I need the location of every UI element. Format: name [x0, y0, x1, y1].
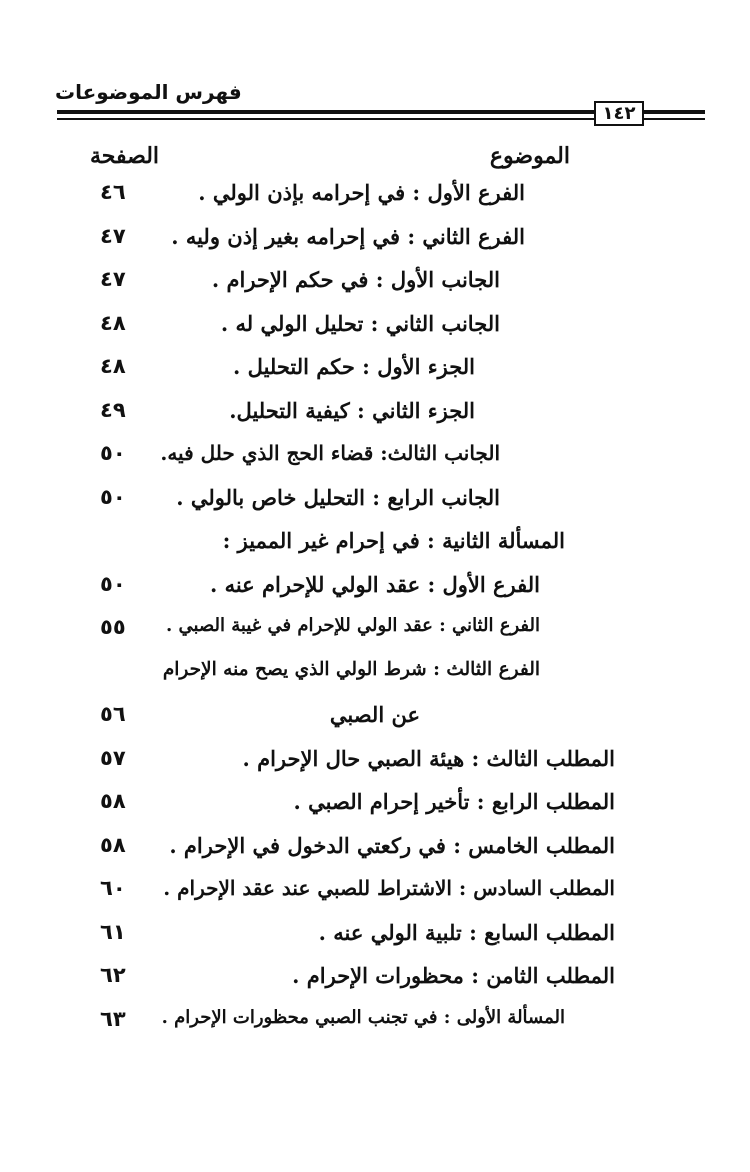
toc-row — [0, 263, 750, 307]
toc-topic: الفرع الثاني : في إحرامه بغير إذن وليه . — [171, 223, 525, 249]
toc-topic: المسألة الأولى : في تجنب الصبي محظورات الإحرام . — [161, 1006, 565, 1028]
toc-topic: المطلب الثالث : هيئة الصبي حال الإحرام . — [242, 745, 615, 771]
toc-row — [0, 959, 750, 1003]
toc-topic: الجانب الأول : في حكم الإحرام . — [211, 267, 500, 292]
toc-row — [0, 394, 750, 438]
toc-page: ٥٨ — [100, 832, 126, 857]
toc-topic: الفرع الثاني : عقد الولي للإحرام في غيبة الصبي . — [165, 615, 540, 636]
toc-row — [0, 437, 750, 481]
toc-topic: المطلب الرابع : تأخير إحرام الصبي . — [293, 789, 615, 814]
toc-row — [0, 611, 750, 655]
column-heading-topic: الموضوع — [489, 143, 570, 169]
toc-row — [0, 568, 750, 612]
running-title: فهرس الموضوعات — [55, 80, 242, 104]
toc-topic: الجانب الرابع : التحليل خاص بالولي . — [176, 484, 500, 510]
toc-page: ٤٩ — [100, 397, 126, 422]
toc-page: ٤٦ — [100, 180, 126, 204]
toc-topic: الجزء الثاني : كيفية التحليل. — [229, 397, 475, 423]
toc-topic: الفرع الثالث : شرط الولي الذي يصح منه الإحرام — [162, 658, 540, 680]
page-number: ١٤٢ — [602, 103, 636, 124]
toc-row — [0, 1003, 750, 1047]
toc-page: ٥٨ — [100, 789, 126, 813]
toc-topic: المسألة الثانية : في إحرام غير المميز : — [222, 528, 565, 553]
toc-page: ٦٠ — [100, 876, 126, 900]
toc-list — [0, 176, 750, 1046]
page-number-box — [594, 101, 644, 126]
toc-row — [0, 176, 750, 220]
toc-topic: المطلب السادس : الاشتراط للصبي عند عقد الإحرام . — [163, 876, 615, 900]
toc-page: ٥٠ — [100, 571, 126, 596]
toc-row — [0, 698, 750, 742]
toc-row — [0, 350, 750, 394]
toc-page: ٦٣ — [100, 1006, 126, 1031]
toc-row — [0, 742, 750, 786]
toc-topic: الجزء الأول : حكم التحليل . — [233, 354, 475, 379]
toc-topic: عن الصبي — [329, 702, 420, 727]
toc-topic: المطلب الثامن : محظورات الإحرام . — [292, 963, 615, 988]
toc-topic: المطلب الخامس : في ركعتي الدخول في الإحرام . — [169, 832, 615, 858]
toc-page: ٥٠ — [100, 484, 126, 509]
toc-row — [0, 829, 750, 873]
toc-topic: المطلب السابع : تلبية الولي عنه . — [318, 919, 615, 945]
toc-row — [0, 481, 750, 525]
toc-row — [0, 220, 750, 264]
toc-topic: الفرع الأول : عقد الولي للإحرام عنه . — [209, 571, 540, 597]
toc-row — [0, 524, 750, 568]
toc-page: ٦١ — [100, 919, 126, 944]
toc-page: ٦٢ — [100, 963, 126, 987]
toc-page: ٤٧ — [100, 267, 126, 291]
toc-page: ٥٥ — [100, 615, 126, 639]
toc-row — [0, 307, 750, 351]
toc-row — [0, 872, 750, 916]
toc-page: ٥٧ — [100, 745, 126, 770]
toc-row — [0, 655, 750, 699]
toc-row — [0, 785, 750, 829]
toc-topic: الجانب الثاني : تحليل الولي له . — [220, 310, 500, 336]
toc-page: ٤٨ — [100, 310, 126, 335]
toc-topic: الجانب الثالث: قضاء الحج الذي حلل فيه. — [160, 441, 500, 465]
toc-topic: الفرع الأول : في إحرامه بإذن الولي . — [198, 180, 525, 205]
toc-page: ٤٨ — [100, 354, 126, 378]
column-heading-page: الصفحة — [90, 143, 160, 169]
toc-page: ٥٦ — [100, 702, 126, 726]
toc-page: ٥٠ — [100, 441, 126, 465]
toc-page: ٤٧ — [100, 223, 126, 248]
toc-row — [0, 916, 750, 960]
